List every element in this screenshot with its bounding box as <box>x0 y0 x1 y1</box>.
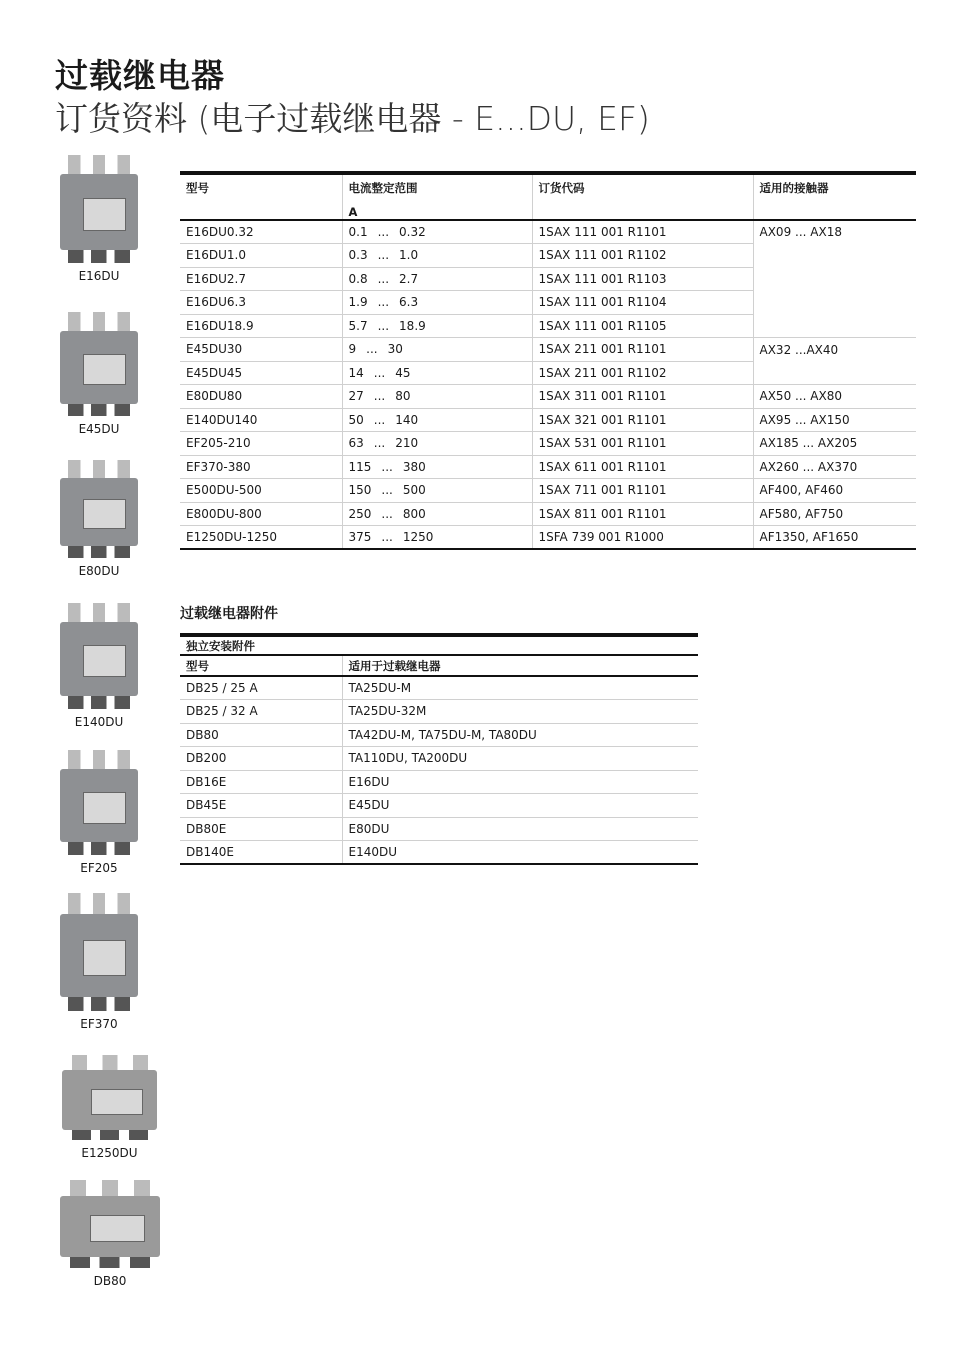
table-row <box>180 455 916 479</box>
range-min: 250 <box>348 506 372 521</box>
product-label: E80DU <box>78 564 120 578</box>
table-row <box>180 794 698 818</box>
product-e80du <box>55 460 143 578</box>
model-cell: E16DU18.9 <box>180 314 342 338</box>
product-image <box>60 460 138 558</box>
order-code-cell: 1SFA 739 001 R1000 <box>532 526 753 550</box>
contactor-cell <box>753 361 916 385</box>
range-dots: ... <box>381 530 393 544</box>
range-cell <box>342 338 532 362</box>
acc-relay-cell: TA42DU-M, TA75DU-M, TA80DU <box>342 723 698 747</box>
model-cell: E16DU0.32 <box>180 220 342 244</box>
product-image <box>60 155 138 263</box>
ordering-table <box>180 171 916 550</box>
contactor-cell <box>753 244 916 268</box>
acc-model-cell: DB16E <box>180 770 342 794</box>
model-cell: E140DU140 <box>180 408 342 432</box>
acc-model-cell: DB80E <box>180 817 342 841</box>
range-max: 500 <box>402 483 426 498</box>
product-label: E140DU <box>74 715 124 729</box>
acc-model-cell: DB25 / 32 A <box>180 700 342 724</box>
range-dots: ... <box>381 459 393 474</box>
model-cell: E1250DU-1250 <box>180 526 342 550</box>
order-code-cell: 1SAX 531 001 R1101 <box>532 432 753 456</box>
range-max: 2.7 <box>399 271 419 286</box>
acc-model-cell: DB140E <box>180 841 342 865</box>
order-code-cell: 1SAX 311 001 R1101 <box>532 385 753 409</box>
contactor-cell: AX95 ... AX150 <box>753 408 916 432</box>
table-row <box>180 385 916 409</box>
model-cell: EF370-380 <box>180 455 342 479</box>
table-row <box>180 770 698 794</box>
product-e16du <box>55 155 143 283</box>
page-title: 过载继电器 <box>55 56 225 95</box>
table-row <box>180 267 916 291</box>
order-code-cell: 1SAX 811 001 R1101 <box>532 502 753 526</box>
acc-model-cell: DB45E <box>180 794 342 818</box>
table-row <box>180 723 698 747</box>
acc-header-model: 型号 <box>180 655 342 676</box>
range-min: 50 <box>348 412 364 427</box>
table-row <box>180 841 698 865</box>
range-max: 45 <box>395 365 411 380</box>
range-cell <box>342 432 532 456</box>
product-ef370 <box>55 893 143 1031</box>
contactor-cell <box>753 291 916 315</box>
range-dots: ... <box>377 248 390 263</box>
contactor-cell <box>753 267 916 291</box>
range-min: 5.7 <box>348 318 368 333</box>
range-min: 115 <box>348 459 372 474</box>
range-dots: ... <box>373 412 386 427</box>
table-row <box>180 220 916 244</box>
range-dots: ... <box>373 389 386 404</box>
model-cell: E45DU45 <box>180 361 342 385</box>
range-cell <box>342 408 532 432</box>
range-min: 63 <box>348 436 364 451</box>
table-row <box>180 244 916 268</box>
range-cell <box>342 455 532 479</box>
product-image <box>60 750 138 855</box>
model-cell: E45DU30 <box>180 338 342 362</box>
range-dots: ... <box>381 506 393 521</box>
accessories-subheading: 独立安装附件 <box>180 635 698 655</box>
table-row <box>180 817 698 841</box>
acc-relay-cell: TA25DU-32M <box>342 700 698 724</box>
acc-relay-cell: TA25DU-M <box>342 676 698 700</box>
range-dots: ... <box>366 342 378 357</box>
contactor-cell: AX32 ...AX40 <box>753 338 916 362</box>
table-row <box>180 291 916 315</box>
table-row <box>180 700 698 724</box>
accessories-heading: 过载继电器附件 <box>180 606 278 622</box>
order-code-cell: 1SAX 321 001 R1101 <box>532 408 753 432</box>
table-row <box>180 361 916 385</box>
table-row <box>180 479 916 503</box>
range-dots: ... <box>377 295 390 310</box>
range-max: 30 <box>387 342 403 357</box>
range-max: 18.9 <box>399 318 426 333</box>
accessories-table <box>180 633 698 865</box>
order-code-cell: 1SAX 111 001 R1102 <box>532 244 753 268</box>
range-min: 1.9 <box>348 295 368 310</box>
product-e1250du <box>57 1055 162 1160</box>
range-cell <box>342 526 532 550</box>
product-db80 <box>55 1180 165 1288</box>
range-cell <box>342 267 532 291</box>
model-cell: E16DU1.0 <box>180 244 342 268</box>
contactor-cell: AX185 ... AX205 <box>753 432 916 456</box>
header-range-unit: A <box>348 205 358 219</box>
product-label: DB80 <box>93 1274 127 1288</box>
model-cell: E800DU-800 <box>180 502 342 526</box>
acc-relay-cell: TA110DU, TA200DU <box>342 747 698 771</box>
header-range <box>342 173 532 220</box>
order-code-cell: 1SAX 211 001 R1101 <box>532 338 753 362</box>
contactor-cell: AX260 ... AX370 <box>753 455 916 479</box>
range-min: 0.8 <box>348 271 368 286</box>
model-cell: EF205-210 <box>180 432 342 456</box>
range-cell <box>342 244 532 268</box>
range-min: 0.3 <box>348 248 368 263</box>
range-max: 1250 <box>402 530 434 544</box>
table-row <box>180 432 916 456</box>
acc-model-cell: DB200 <box>180 747 342 771</box>
header-order-code: 订货代码 <box>532 173 753 220</box>
product-image <box>60 1180 160 1268</box>
contactor-cell: AX50 ... AX80 <box>753 385 916 409</box>
range-max: 380 <box>402 459 426 474</box>
acc-relay-cell: E140DU <box>342 841 698 865</box>
range-min: 150 <box>348 483 372 498</box>
range-max: 0.32 <box>399 225 426 239</box>
range-cell <box>342 220 532 244</box>
range-dots: ... <box>377 271 390 286</box>
range-cell <box>342 291 532 315</box>
acc-header-relay: 适用于过载继电器 <box>342 655 698 676</box>
range-cell <box>342 361 532 385</box>
table-row <box>180 338 916 362</box>
range-max: 1.0 <box>399 248 419 263</box>
range-cell <box>342 385 532 409</box>
range-cell <box>342 314 532 338</box>
product-e140du <box>55 603 143 729</box>
header-model: 型号 <box>180 173 342 220</box>
contactor-cell: AF1350, AF1650 <box>753 526 916 550</box>
table-row <box>180 526 916 550</box>
range-min: 9 <box>348 342 357 357</box>
range-min: 27 <box>348 389 364 404</box>
acc-relay-cell: E45DU <box>342 794 698 818</box>
page-subtitle: 订货资料 (电子过载继电器 - E...DU, EF) <box>55 99 650 138</box>
range-dots: ... <box>377 318 390 333</box>
range-max: 800 <box>402 506 426 521</box>
table-row <box>180 314 916 338</box>
range-dots: ... <box>377 225 390 239</box>
order-code-cell: 1SAX 111 001 R1105 <box>532 314 753 338</box>
model-cell: E16DU2.7 <box>180 267 342 291</box>
range-max: 140 <box>395 412 419 427</box>
product-label: E16DU <box>78 269 120 283</box>
product-label: E45DU <box>78 422 120 436</box>
product-image <box>62 1055 157 1140</box>
product-e45du <box>55 312 143 436</box>
contactor-cell: AF400, AF460 <box>753 479 916 503</box>
contactor-cell: AX09 ... AX18 <box>753 220 916 244</box>
product-image <box>60 893 138 1011</box>
table-row <box>180 676 698 700</box>
range-dots: ... <box>373 365 386 380</box>
product-ef205 <box>55 750 143 875</box>
range-max: 80 <box>395 389 411 404</box>
contactor-cell: AF580, AF750 <box>753 502 916 526</box>
acc-relay-cell: E16DU <box>342 770 698 794</box>
product-label: EF370 <box>80 1017 118 1031</box>
acc-model-cell: DB25 / 25 A <box>180 676 342 700</box>
model-cell: E16DU6.3 <box>180 291 342 315</box>
product-label: E1250DU <box>81 1146 138 1160</box>
table-row <box>180 408 916 432</box>
product-label: EF205 <box>80 861 118 875</box>
contactor-cell <box>753 314 916 338</box>
range-cell <box>342 502 532 526</box>
acc-model-cell: DB80 <box>180 723 342 747</box>
order-code-cell: 1SAX 111 001 R1104 <box>532 291 753 315</box>
order-code-cell: 1SAX 611 001 R1101 <box>532 455 753 479</box>
acc-relay-cell: E80DU <box>342 817 698 841</box>
range-cell <box>342 479 532 503</box>
product-image <box>60 603 138 709</box>
range-max: 6.3 <box>399 295 419 310</box>
range-min: 0.1 <box>348 225 368 239</box>
order-code-cell: 1SAX 211 001 R1102 <box>532 361 753 385</box>
table-row <box>180 502 916 526</box>
product-image <box>60 312 138 416</box>
order-code-cell: 1SAX 111 001 R1103 <box>532 267 753 291</box>
range-dots: ... <box>373 436 386 451</box>
model-cell: E500DU-500 <box>180 479 342 503</box>
header-range-label: 电流整定范围 <box>348 181 418 195</box>
range-dots: ... <box>381 483 393 498</box>
order-code-cell: 1SAX 111 001 R1101 <box>532 220 753 244</box>
range-max: 210 <box>395 436 419 451</box>
header-contactor: 适用的接触器 <box>753 173 916 220</box>
model-cell: E80DU80 <box>180 385 342 409</box>
table-row <box>180 747 698 771</box>
order-code-cell: 1SAX 711 001 R1101 <box>532 479 753 503</box>
range-min: 14 <box>348 365 364 380</box>
range-min: 375 <box>348 530 372 544</box>
